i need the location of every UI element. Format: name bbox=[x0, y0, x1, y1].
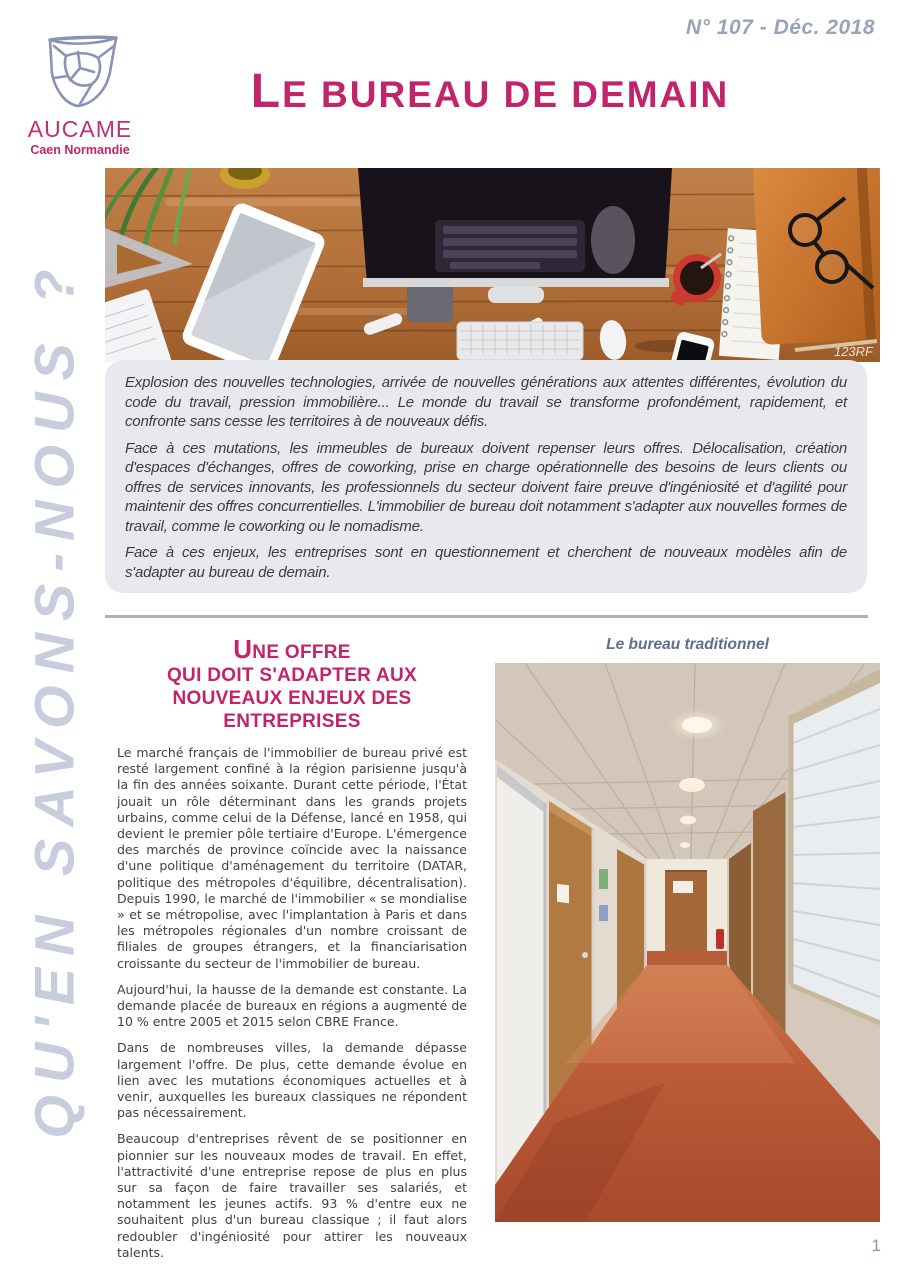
keyboard-icon bbox=[457, 322, 583, 360]
corridor-photo-illustration bbox=[495, 663, 880, 1222]
monitor-icon bbox=[358, 168, 672, 303]
leather-folder-icon bbox=[752, 168, 880, 345]
vertical-strapline: QU'EN SAVONS-NOUS ? bbox=[22, 257, 86, 1139]
intro-box bbox=[105, 360, 867, 593]
heading-line: UNE OFFRE bbox=[233, 634, 351, 664]
heading-line: NOUVEAUX ENJEUX DES ENTREPRISES bbox=[172, 688, 412, 732]
fire-extinguisher-icon bbox=[716, 929, 724, 949]
intro-paragraph: Explosion des nouvelles technologies, arrivée de nouvelles générations aux attentes différentes, évolution du code du travail, pression immobilière... Le monde du travail se transforme profondément, rapidement, et confronte sans cesse les territoires à de nouveaux défis. bbox=[125, 374, 847, 430]
glass-partition bbox=[791, 669, 880, 1023]
body-paragraph: Dans de nombreuses villes, la demande dépasse largement l'offre. De plus, cette demande évolue en lien avec les mutations économiques actuelles et à venir, auxquelles les bureaux classiques ne répondent pas nécessairement. bbox=[117, 1040, 467, 1121]
photo-credit: 123RF bbox=[833, 344, 873, 359]
page-title: LE BUREAU DE DEMAIN bbox=[250, 65, 730, 118]
section-divider bbox=[105, 615, 868, 618]
aucame-logo-icon bbox=[32, 34, 128, 110]
page-number: 1 bbox=[871, 1236, 881, 1255]
issue-number: N° 107 - Déc. 2018 bbox=[685, 16, 875, 39]
logo-acronym: AUCAME bbox=[27, 116, 133, 142]
hero-photo bbox=[105, 168, 880, 362]
desk-photo-illustration bbox=[105, 168, 880, 362]
intro-paragraph: Face à ces mutations, les immeubles de bureaux doivent repenser leurs offres. Délocalisation, création d'espaces d'échanges, offres de coworking, prise en charge opérationnelle des besoins de leurs clients ou offres de services innovants, les professionnels du secteur doivent faire preuve d'ingéniosité et d'agilité pour maintenir des offres concurrentielles. L'immobilier de bureau doit notamment s'adapter aux nouvelles formes de travail, comme le coworking ou le nomadisme. bbox=[125, 439, 847, 535]
body-paragraph: Aujourd'hui, la hausse de la demande est constante. La demande placée de bureaux en régions a augmenté de 10 % entre 2005 et 2015 selon CBRE France. bbox=[117, 981, 467, 1030]
logo-subtitle: Caen Normandie bbox=[30, 143, 130, 157]
heading-line: QUI DOIT S'ADAPTER AUX bbox=[166, 665, 418, 686]
aucame-logo-block bbox=[20, 34, 140, 157]
end-door bbox=[665, 871, 707, 957]
article-column bbox=[117, 634, 467, 1271]
intro-paragraph: Face à ces enjeux, les entreprises sont en questionnement et cherchent de nouveaux modèles afin de s'adapter au bureau de demain. bbox=[125, 544, 847, 581]
photo-caption: Le bureau traditionnel bbox=[606, 636, 769, 653]
body-paragraph: Beaucoup d'entreprises rêvent de se positionner en pionnier sur les nouveaux modes de travail. En effet, l'attractivité d'une entreprise repose de plus en plus sur sa façon de faire travailler ses salariés, et notamment les jeunes actifs. 93 % d'entre eux ne souhaitent plus d'un bureau classique ; il faut alors redoubler d'ingéniosité pour attirer les nouveaux talents. bbox=[117, 1131, 467, 1260]
body-paragraph: Le marché français de l'immobilier de bureau privé est resté largement confiné à la région parisienne jusqu'à la fin des années soixante. Durant cette période, l'État jouait un rôle déterminant dans les grands projets urbains, comme celui de la Défense, lancé en 1958, qui devient le premier pôle tertiaire d'Europe. L'émergence des marchés de province coïncide avec la naissance d'une politique d'aménagement du territoire (DATAR, politique des métropoles d'équilibre, décentralisation). Depuis 1990, le marché de l'immobilier « se mondialise » et se métropolise, avec l'implantation à Paris et dans les métropoles régionales d'un nombre croissant de filiales de groupes étrangers, et la financiarisation croissante du secteur de l'immobilier de bureau. bbox=[117, 745, 467, 971]
article-heading bbox=[117, 634, 467, 733]
corridor-photo bbox=[495, 663, 880, 1222]
